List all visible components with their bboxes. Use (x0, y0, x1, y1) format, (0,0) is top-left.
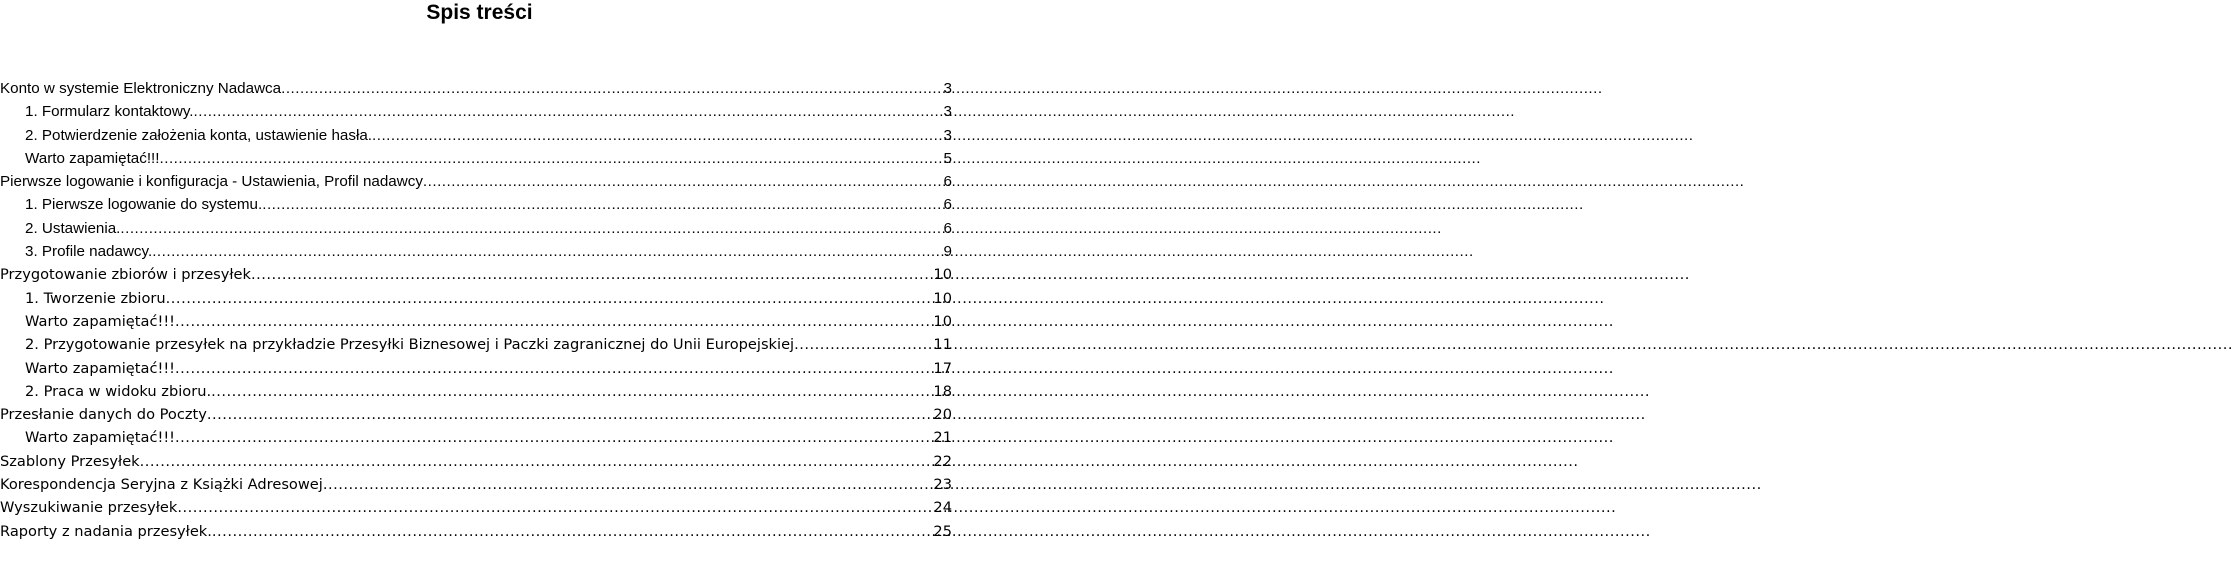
toc-entry-label: Warto zapamiętać!!! (25, 359, 176, 377)
toc-leader-dots (175, 310, 931, 333)
toc-leader-dots (207, 403, 932, 426)
toc-leader-dots (175, 357, 931, 380)
toc-page-number: 22 (933, 452, 952, 470)
toc-leader-dots (160, 147, 942, 170)
toc-entry[interactable] (0, 333, 959, 356)
toc-page-number: 6 (943, 173, 952, 191)
toc-leader-dots (140, 450, 932, 473)
toc-entry-label: 2. Ustawienia. (25, 219, 121, 237)
toc-entry-label: 2. Potwierdzenie założenia konta, ustawienie hasła. (25, 126, 372, 144)
toc-entry[interactable] (0, 240, 959, 263)
toc-page-number: 23 (933, 476, 952, 494)
toc-page-number: 17 (933, 359, 952, 377)
toc-entry[interactable] (0, 217, 959, 240)
toc-leader-dots (152, 240, 941, 263)
toc-page-number: 6 (943, 196, 952, 214)
toc-page-number: 5 (943, 149, 952, 167)
toc-entry[interactable] (0, 450, 959, 473)
toc-page-number: 9 (943, 243, 952, 261)
toc-entry[interactable] (0, 403, 959, 426)
toc-leader-dots (262, 193, 941, 216)
toc-leader-dots (166, 287, 932, 310)
toc-entry[interactable] (0, 263, 959, 286)
toc-leader-dots (175, 426, 931, 449)
toc-entry-label: Wyszukiwanie przesyłek (0, 499, 178, 517)
toc-entry[interactable] (0, 473, 959, 496)
toc-leader-dots (251, 263, 931, 286)
toc-leader-dots (281, 77, 941, 100)
toc-page-number: 6 (943, 219, 952, 237)
toc-leader-dots (120, 217, 941, 240)
toc-entry-label: 2. Praca w widoku zbioru. (25, 382, 212, 400)
toc-entry-label: 1. Formularz kontaktowy. (25, 103, 194, 121)
toc-entry-label: Warto zapamiętać!!! (25, 429, 176, 447)
toc-entry[interactable] (0, 124, 959, 147)
toc-leader-dots (794, 333, 931, 356)
toc-page-number: 10 (933, 312, 952, 330)
toc-entry-label: 3. Profile nadawcy. (25, 243, 153, 261)
toc-page-number: 24 (933, 499, 952, 517)
toc-page-number: 18 (933, 382, 952, 400)
toc-entry[interactable] (0, 520, 959, 543)
toc-entry[interactable] (0, 357, 959, 380)
toc-entry[interactable] (0, 287, 959, 310)
page-title: Spis treści (426, 1, 533, 24)
toc-entry[interactable] (0, 147, 959, 170)
toc-entry-label: Konto w systemie Elektroniczny Nadawca (0, 80, 282, 97)
toc-leader-dots (372, 124, 942, 147)
toc-entry-label: Przygotowanie zbiorów i przesyłek (0, 266, 251, 284)
toc-entry-label: Warto zapamiętać!!! (25, 312, 176, 330)
toc-entry-label: Korespondencja Seryjna z Książki Adresowej (0, 476, 323, 494)
toc-entry-label: Szablony Przesyłek (0, 452, 140, 470)
toc-page-number: 10 (933, 289, 952, 307)
toc-leader-dots (423, 170, 942, 193)
toc-entry[interactable] (0, 310, 959, 333)
toc-page-number: 25 (933, 522, 952, 540)
toc-entry[interactable] (0, 193, 959, 216)
toc-entry-label: Warto zapamiętać!!! (25, 149, 160, 167)
toc-leader-dots (177, 496, 931, 519)
toc-entry[interactable] (0, 77, 959, 100)
toc-page-number: 3 (943, 80, 952, 97)
table-of-contents (0, 77, 959, 543)
toc-page-number: 20 (933, 406, 952, 424)
toc-entry[interactable] (0, 426, 959, 449)
toc-entry-label: 2. Przygotowanie przesyłek na przykładzie Przesyłki Biznesowej i Paczki zagranicznej do Unii Europejskiej (25, 336, 795, 354)
toc-leader-dots (194, 100, 942, 123)
toc-entry[interactable] (0, 170, 959, 193)
toc-page-number: 3 (943, 103, 952, 121)
toc-entry-label: 1. Tworzenie zbioru (25, 289, 166, 307)
toc-entry-label: Raporty z nadania przesyłek. (0, 522, 212, 540)
toc-page-number: 3 (943, 126, 952, 144)
toc-entry[interactable] (0, 100, 959, 123)
toc-page-number: 10 (933, 266, 952, 284)
toc-entry[interactable] (0, 496, 959, 519)
toc-leader-dots (323, 473, 932, 496)
toc-leader-dots (211, 380, 931, 403)
toc-page-number: 21 (933, 429, 952, 447)
toc-entry-label: Pierwsze logowanie i konfiguracja - Ustawienia, Profil nadawcy (0, 173, 423, 191)
toc-leader-dots (212, 520, 932, 543)
toc-page-number: 11 (933, 336, 952, 354)
toc-entry-label: Przesłanie danych do Poczty (0, 406, 207, 424)
toc-entry[interactable] (0, 380, 959, 403)
toc-entry-label: 1. Pierwsze logowanie do systemu. (25, 196, 263, 214)
